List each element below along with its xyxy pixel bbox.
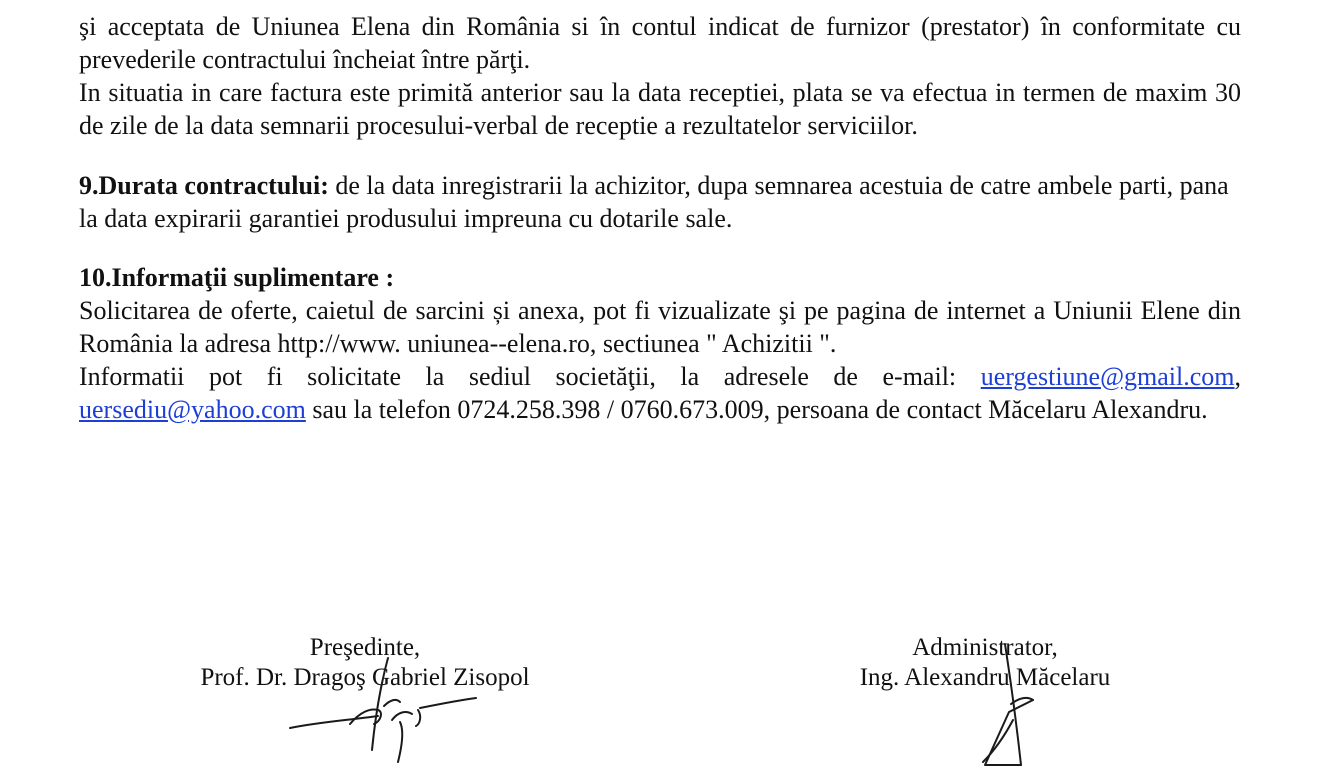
section10-heading: 10.Informaţii suplimentare : (79, 263, 395, 292)
administrator-role: Administrator, (912, 634, 1058, 661)
administrator-name: Ing. Alexandru Măcelaru (859, 664, 1111, 691)
section9-body: de la data inregistrarii la achizitor, dupa semnarea acestuia de catre ambele parti, pana la data expirarii garantiei produsului impreuna cu dotarile sale. (79, 171, 1229, 233)
email-link-sediu[interactable]: uersediu@yahoo.com (79, 395, 306, 424)
spacer (79, 235, 1241, 261)
administrator-signature-image (975, 640, 1045, 775)
email-link-gestiune[interactable]: uergestiune@gmail.com (980, 362, 1235, 391)
section8-line2: In situatia in care factura este primită anterior sau la data receptiei, plata se va efectua in termen de maxim 30 de zile de la data semnarii procesului-verbal de receptie a rezultatelor serviciilor. (79, 78, 1241, 140)
section10-paragraph2 (79, 360, 1241, 426)
section8-line1: şi acceptata de Uniunea Elena din România si în contul indicat de furnizor (prestator) în conformitate cu prevederile contractului încheiat între părţi. (79, 12, 1241, 74)
president-role: Preşedinte, (309, 634, 421, 661)
section8-paragraph (79, 10, 1241, 76)
section10-para1-text: Solicitarea de oferte, caietul de sarcini și anexa, pot fi vizualizate şi pe pagina de internet a Uniunii Elene din România la adresa http://www. uniunea--elena.ro, sectiunea " Achizitii ". (79, 296, 1241, 358)
spacer (79, 142, 1241, 169)
section10-para2-comma: , (1234, 362, 1241, 391)
section10-paragraph1 (79, 294, 1241, 360)
section10-para2-suffix: sau la telefon 0724.258.398 / 0760.673.009, persoana de contact Măcelaru Alexandru. (305, 395, 1208, 424)
section9-paragraph (79, 169, 1241, 235)
president-signature-image (280, 650, 480, 770)
document-body (79, 10, 1241, 426)
section10-para2-prefix: Informatii pot fi solicitate la sediul societăţii, la adresele de e-mail: (79, 362, 981, 391)
section9-heading: 9.Durata contractului: (79, 171, 329, 200)
president-name: Prof. Dr. Dragoş Gabriel Zisopol (200, 664, 530, 691)
section8-payment-paragraph (79, 76, 1241, 142)
